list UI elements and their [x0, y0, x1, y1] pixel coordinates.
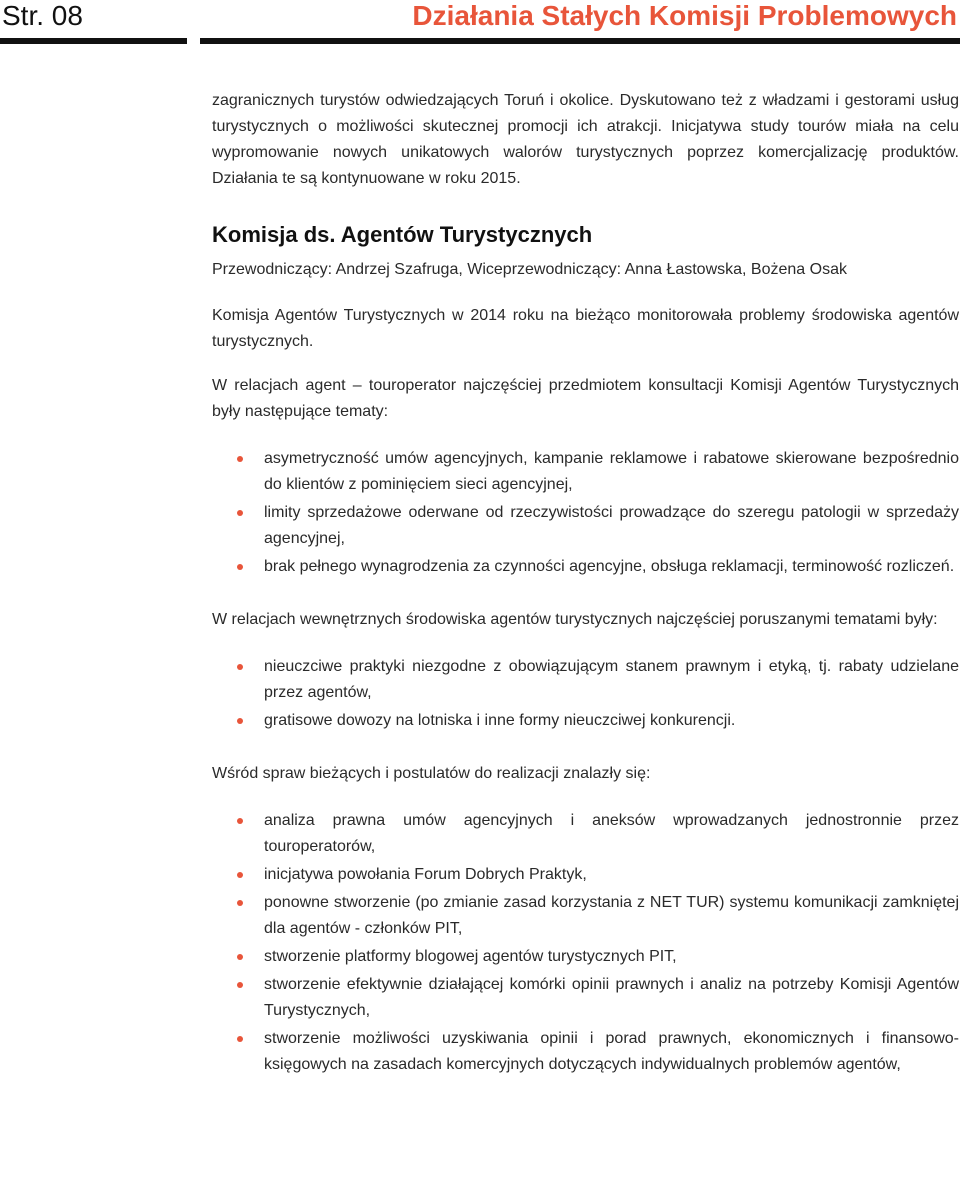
section1-intro: W relacjach agent – touroperator najczęściej przedmiotem konsultacji Komisji Agentów Turystycznych były następujące tematy:	[212, 377, 959, 420]
bullet-icon	[237, 818, 243, 824]
list-item-text: stworzenie możliwości uzyskiwania opinii i porad prawnych, ekonomicznych i finansowo- księgowych na zasadach komercyjnych dotyczących indywidualnych problemów agentów,	[264, 1030, 959, 1073]
list-item	[212, 500, 959, 552]
list-item	[212, 654, 959, 706]
bullet-icon	[237, 900, 243, 906]
bullet-icon	[237, 872, 243, 878]
bullet-icon	[237, 456, 243, 462]
list-item	[212, 890, 959, 942]
section2-intro: W relacjach wewnętrznych środowiska agentów turystycznych najczęściej poruszanymi tematami były:	[212, 611, 938, 628]
list-item-text: inicjatywa powołania Forum Dobrych Praktyk,	[264, 866, 587, 883]
list-item	[212, 446, 959, 498]
list-item-text: ponowne stworzenie (po zmianie zasad korzystania z NET TUR) systemu komunikacji zamkniętej dla agentów - członków PIT,	[264, 894, 959, 937]
list-item	[212, 808, 959, 860]
list-item-text: brak pełnego wynagrodzenia za czynności agencyjne, obsługa reklamacji, terminowość rozliczeń.	[264, 558, 955, 575]
list-item	[212, 1026, 959, 1078]
bullet-icon	[237, 564, 243, 570]
bullet-icon	[237, 510, 243, 516]
section1-list	[212, 446, 959, 580]
commission-chairs: Przewodniczący: Andrzej Szafruga, Wiceprzewodniczący: Anna Łastowska, Bożena Osak	[212, 261, 847, 278]
list-item-text: stworzenie efektywnie działającej komórki opinii prawnych i analiz na potrzeby Komisji Agentów Turystycznych,	[264, 976, 959, 1019]
section3-intro: Wśród spraw bieżących i postulatów do realizacji znalazły się:	[212, 765, 651, 782]
bullet-icon	[237, 982, 243, 988]
bullet-icon	[237, 718, 243, 724]
commission-heading: Komisja ds. Agentów Turystycznych	[212, 222, 593, 247]
list-item-text: nieuczciwe praktyki niezgodne z obowiązującym stanem prawnym i etyką, tj. rabaty udzielane przez agentów,	[264, 658, 959, 701]
section3-list	[212, 808, 959, 1078]
bullet-icon	[237, 664, 243, 670]
list-item-text: analiza prawna umów agencyjnych i aneksów wprowadzanych jednostronnie przez touroperatorów,	[264, 812, 959, 855]
list-item	[212, 972, 959, 1024]
bullet-icon	[237, 954, 243, 960]
intro-paragraph: zagranicznych turystów odwiedzających Toruń i okolice. Dyskutowano też z władzami i gestorami usług turystycznych o możliwości skutecznej promocji ich atrakcji. Inicjatywa study tourów miała na celu wypromowanie nowych unikatowych walorów turystycznych poprzez komercjalizację produktów. Działania te są kontynuowane w roku 2015.	[212, 92, 959, 187]
commission-summary: Komisja Agentów Turystycznych w 2014 roku na bieżąco monitorowała problemy środowiska agentów turystycznych.	[212, 307, 959, 350]
section-title-rule	[200, 38, 960, 44]
section-title: Działania Stałych Komisji Problemowych	[412, 0, 957, 31]
section2-list	[212, 654, 959, 734]
list-item	[212, 554, 959, 580]
document-body	[212, 88, 959, 1080]
page-number-rule	[0, 38, 187, 44]
list-item	[212, 708, 959, 734]
list-item	[212, 862, 959, 888]
list-item-text: asymetryczność umów agencyjnych, kampanie reklamowe i rabatowe skierowane bezpośrednio do klientów z pominięciem sieci agencyjnej,	[264, 450, 959, 493]
list-item	[212, 944, 959, 970]
page-number: Str. 08	[2, 0, 83, 31]
list-item-text: gratisowe dowozy na lotniska i inne formy nieuczciwej konkurencji.	[264, 712, 736, 729]
list-item-text: stworzenie platformy blogowej agentów turystycznych PIT,	[264, 948, 677, 965]
bullet-icon	[237, 1036, 243, 1042]
page-header	[0, 0, 960, 46]
list-item-text: limity sprzedażowe oderwane od rzeczywistości prowadzące do szeregu patologii w sprzedaży agencyjnej,	[264, 504, 959, 547]
